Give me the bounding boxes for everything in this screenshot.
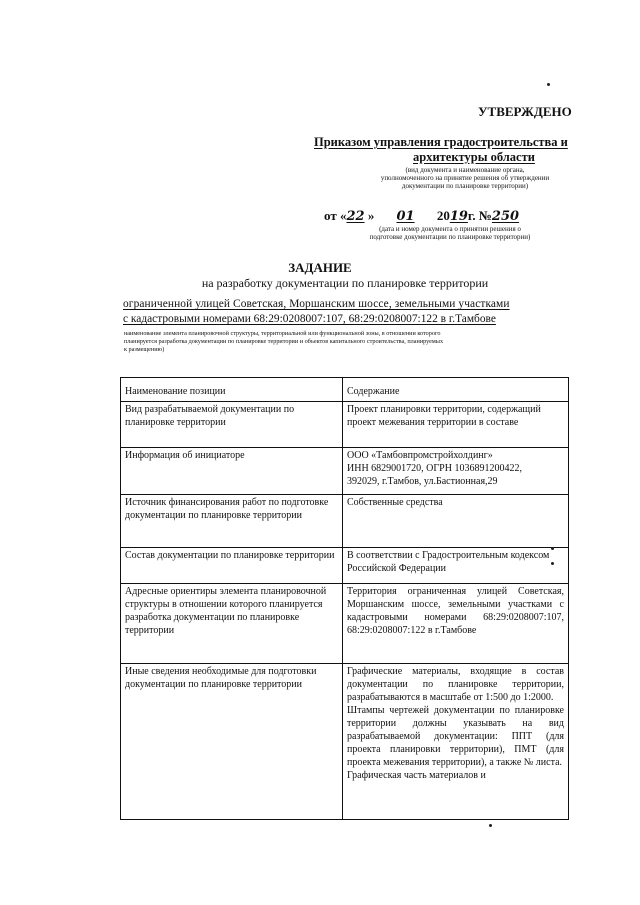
row-other-label: Иные сведения необходимые для подготовки документации по планировке территории bbox=[121, 664, 343, 820]
order-line-1: Приказом управления градостроительства и bbox=[314, 135, 568, 149]
scan-speck bbox=[551, 547, 554, 550]
row-initiator-value: ООО «Тамбовпромстройхолдинг» ИНН 6829001720, ОГРН 1036891200422, 392029, г.Тамбов, ул.Бастионная,29 bbox=[343, 448, 569, 495]
task-object-line-2: с кадастровыми номерами 68:29:0208007:107, 68:29:0208007:122 в г.Тамбове bbox=[123, 313, 496, 325]
scan-speck bbox=[547, 83, 550, 86]
task-object-note: наименование элемента планировочной структуры, территориальной или функциональной зоны, в отношении которого планируется разработка документации по планировке территории и объектов капитального строительства, планируемых к размещению) bbox=[124, 330, 444, 353]
table-row bbox=[121, 548, 569, 584]
approval-note-1: (вид документа и наименование органа, уполномоченного на принятие решения об утверждении документации по планировке территории) bbox=[380, 166, 550, 190]
task-table bbox=[120, 377, 569, 820]
row-address-label: Адресные ориентиры элемента планировочной структуры в отношении которого планируется разработка документации по планировке территории bbox=[121, 584, 343, 664]
row-financing-value: Собственные средства bbox=[343, 495, 569, 548]
row-composition-label: Состав документации по планировке территории bbox=[121, 548, 343, 584]
order-line-2: архитектуры области bbox=[413, 150, 535, 164]
table-row bbox=[121, 495, 569, 548]
table-header-row bbox=[121, 378, 569, 402]
row-doc-type-value: Проект планировки территории, содержащий проект межевания территории в составе bbox=[343, 402, 569, 448]
row-financing-label: Источник финансирования работ по подготовке документации по планировке территории bbox=[121, 495, 343, 548]
date-year: 19 bbox=[449, 209, 468, 224]
scan-speck bbox=[551, 562, 554, 565]
row-doc-type-label: Вид разрабатываемой документации по планировке территории bbox=[121, 402, 343, 448]
approval-date-line: от «22 » 01 2019г. №250 bbox=[324, 208, 520, 224]
task-object-line-1: ограниченной улицей Советская, Моршанским шоссе, земельными участками bbox=[123, 298, 510, 310]
date-month: 01 bbox=[396, 209, 415, 224]
approval-title: УТВЕРЖДЕНО bbox=[478, 104, 572, 119]
task-subtitle: на разработку документации по планировке территории bbox=[201, 276, 489, 290]
row-initiator-label: Информация об инициаторе bbox=[121, 448, 343, 495]
header-content: Содержание bbox=[343, 378, 569, 402]
order-number: 250 bbox=[491, 209, 520, 224]
table-row bbox=[121, 402, 569, 448]
scan-speck bbox=[489, 824, 492, 827]
date-day: 22 bbox=[346, 209, 365, 224]
row-other-value: Графические материалы, входящие в состав документации по планировке территории, разрабатываются в масштабе от 1:500 до 1:2000. Штампы чертежей документации по планировке территории должны указывать на вид разрабатываемой документации: ППТ (для проекта планировки территории), ПМТ (для проекта межевания территории), а также № листа. Графическая часть материалов и bbox=[343, 664, 569, 820]
task-title: ЗАДАНИЕ bbox=[288, 260, 352, 275]
row-address-value: Территория ограниченная улицей Советская, Моршанским шоссе, земельными участками с кадастровыми номерами 68:29:0208007:107, 68:29:0208007:122 в г.Тамбове bbox=[343, 584, 569, 664]
table-row bbox=[121, 448, 569, 495]
row-composition-value: В соответствии с Градостроительным кодексом Российской Федерации bbox=[343, 548, 569, 584]
table-row bbox=[121, 584, 569, 664]
header-position: Наименование позиции bbox=[121, 378, 343, 402]
table-row bbox=[121, 664, 569, 820]
approval-note-2: (дата и номер документа о принятии решения о подготовке документации по планировке территории) bbox=[369, 225, 531, 241]
